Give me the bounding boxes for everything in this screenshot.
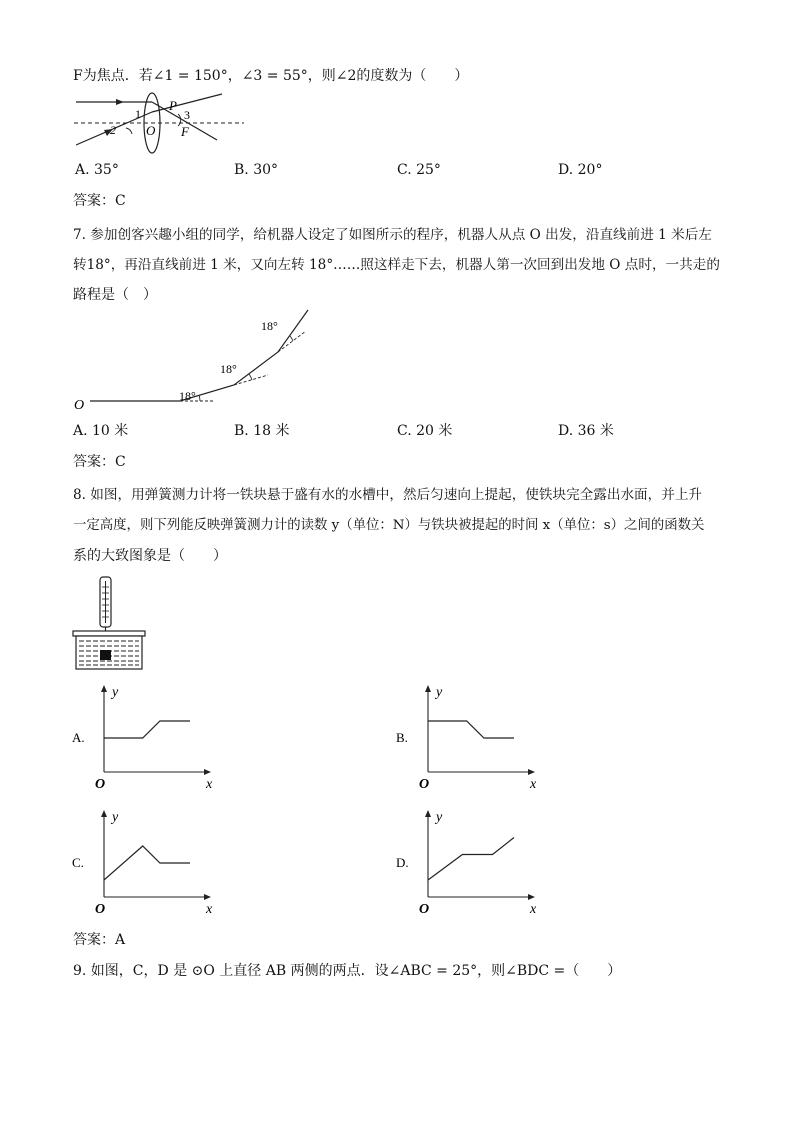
- x-axis-arrow: [528, 769, 535, 775]
- option-label-d: D.: [396, 855, 409, 870]
- option-label-c: C.: [72, 855, 84, 870]
- q7-stem-line-2: 转18°，再沿直线前进 1 米，又向左转 18°……照这样走下去，机器人第一次回到出发地 O 点时，一共走的: [73, 257, 720, 273]
- q7-stem-line-1: 7. 参加创客兴趣小组的同学，给机器人设定了如图所示的程序，机器人从点 O 出发，沿直线前进 1 米后左: [73, 227, 712, 243]
- q8-stem-line-1: 8. 如图，用弹簧测力计将一铁块悬于盛有水的水槽中，然后匀速向上提起，使铁块完全露出水面，并上升: [73, 487, 703, 503]
- q9-stem: 9. 如图，C，D 是 ⊙O 上直径 AB 两侧的两点．设∠ABC = 25°，则∠BDC =（ ）: [73, 963, 622, 979]
- q6-option-c[interactable]: C. 25°: [397, 162, 441, 178]
- q8-graph-d[interactable]: [394, 805, 544, 915]
- q7-path-figure: [72, 308, 292, 412]
- x-axis-label: x: [530, 902, 537, 917]
- q7-stem-line-3: 路程是（ ）: [73, 287, 157, 303]
- function-curve: [428, 721, 514, 738]
- point-p-label: P: [169, 98, 177, 113]
- q8-graph-c[interactable]: [70, 805, 220, 915]
- q7-option-c[interactable]: C. 20 米: [397, 423, 453, 439]
- angle-2-arc: [126, 128, 132, 134]
- option-label-b: B.: [396, 730, 408, 745]
- y-axis-arrow: [425, 685, 431, 692]
- y-axis-arrow: [101, 685, 107, 692]
- q8-answer: 答案：A: [73, 932, 126, 948]
- q8-apparatus-figure: [72, 575, 148, 671]
- q8-graph-b[interactable]: [394, 680, 544, 790]
- angle-label-2: 2: [110, 123, 116, 137]
- x-axis-label: x: [530, 777, 537, 792]
- function-curve: [104, 846, 190, 880]
- y-axis-label: y: [112, 685, 119, 700]
- turn-angle-label-2: 18°: [220, 362, 237, 376]
- q6-stem: F为焦点．若∠1 = 150°，∠3 = 55°，则∠2的度数为（ ）: [73, 68, 469, 84]
- q7-option-a[interactable]: A. 10 米: [73, 423, 129, 439]
- y-axis-label: y: [436, 810, 443, 825]
- tank-rim: [73, 631, 145, 636]
- x-axis-arrow: [204, 894, 211, 900]
- function-curve: [428, 838, 514, 881]
- angle-label-3: 3: [184, 108, 190, 122]
- q8-stem-line-3: 系的大致图象是（ ）: [73, 548, 227, 564]
- option-label-a: A.: [72, 730, 85, 745]
- origin-label: O: [95, 777, 106, 792]
- x-axis-label: x: [206, 777, 213, 792]
- origin-label: O: [95, 902, 106, 917]
- angle-label-1: 1: [135, 107, 141, 121]
- q6-lens-figure: [72, 90, 252, 160]
- function-curve: [104, 721, 190, 738]
- x-axis-label: x: [206, 902, 213, 917]
- q8-graph-a[interactable]: [70, 680, 220, 790]
- turn-arc-3: [290, 336, 293, 341]
- q8-stem-line-2: 一定高度，则下列能反映弹簧测力计的读数 y（单位：N）与铁块被提起的时间 x（单位：s）之间的函数关: [73, 518, 705, 533]
- turn-angle-label-1: 18°: [179, 389, 196, 403]
- extension-3: [278, 331, 306, 352]
- start-point-o-label: O: [74, 398, 85, 413]
- turn-angle-label-3: 18°: [261, 319, 278, 333]
- q6-option-d[interactable]: D. 20°: [558, 162, 603, 178]
- y-axis-arrow: [425, 810, 431, 817]
- arrow-head-upper: [116, 99, 124, 105]
- origin-label: O: [419, 777, 430, 792]
- q6-option-b[interactable]: B. 30°: [234, 162, 279, 178]
- point-o-label: O: [146, 123, 156, 138]
- q7-option-d[interactable]: D. 36 米: [558, 423, 614, 439]
- turn-arc-1: [199, 395, 200, 401]
- y-axis-label: y: [112, 810, 119, 825]
- x-axis-arrow: [204, 769, 211, 775]
- q7-option-b[interactable]: B. 18 米: [234, 423, 290, 439]
- turn-arc-2: [249, 374, 252, 380]
- q6-option-a[interactable]: A. 35°: [75, 162, 119, 178]
- x-axis-arrow: [528, 894, 535, 900]
- y-axis-arrow: [101, 810, 107, 817]
- origin-label: O: [419, 902, 430, 917]
- point-f-label: F: [181, 124, 189, 139]
- q7-answer: 答案：C: [73, 454, 126, 470]
- iron-block: [100, 650, 111, 660]
- q6-answer: 答案：C: [73, 193, 126, 209]
- y-axis-label: y: [436, 685, 443, 700]
